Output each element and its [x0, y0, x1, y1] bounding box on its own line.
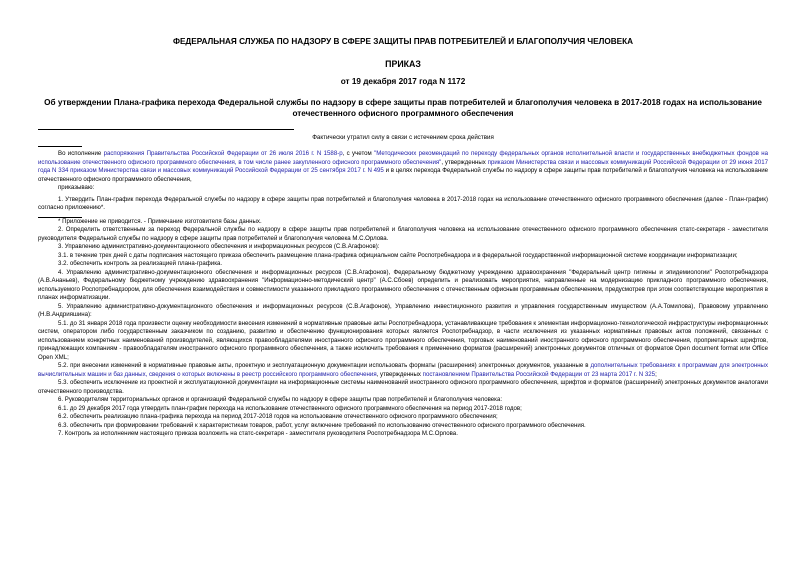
item-1: 1. Утвердить План-график перехода Федеральной службы по надзору в сфере защиты прав потребителей и благополучия человека в 2017-2018 годах на использование отечественного офисного программного обеспечения (далее - План-график) согласно приложению*. — [38, 195, 768, 211]
item-7: 7. Контроль за исполнением настоящего приказа возложить на статс-секретаря - заместителя руководителя Роспотребнадзора М.С.Орлова. — [58, 430, 458, 437]
item-3-2: 3.2. обеспечить контроль за реализацией плана-графика. — [58, 260, 223, 267]
item-5-1: 5.1. до 31 января 2018 года произвести оценку необходимости внесения изменений в нормативные правовые акты Роспотребнадзора, устанавливающие требования к элементам информационно-технологической инфраструктуры информационных систем, оператором либо государственным заказчиком по созданию, развитию и обеспечению функционирования которых является Роспотребнадзор, в части исключения из указанных нормативных правовых актов положений, связанных с использованием конкретных наименований производителей, являющихся правообладателями иностранного офисного программного обеспечения, торговых наименований иностранного офисного программного обеспечения, проприетарных шрифтов, принадлежащих компаниям - правообладателям иностранного офисного программного обеспечения, а также исключить требования к применению форматов (расширений) электронных документов отличных от форматов Open document format или Office Open XML; — [38, 319, 768, 361]
link-methodical-recommendations[interactable]: "Методических рекомендаций по переходу федеральных органов исполнительной власти и государственных внебюджетных фондов на использование отечественного офисного программного обеспечения, в том числе ранее закупленного офисного программного обеспечения" — [38, 150, 768, 166]
divider — [38, 146, 82, 147]
divider — [38, 129, 294, 130]
link-order-334[interactable]: приказом Министерства связи и массовых коммуникаций Российской Федерации от 29 июня 2017 года N 334 — [38, 158, 768, 174]
link-resolution-325[interactable]: постановлением Правительства Российской Федерации от 23 марта 2017 г. N 325 — [422, 370, 656, 378]
item-6: 6. Руководителям территориальных органов и организаций Федеральной службы по надзору в сфере защиты прав потребителей и благополучия человека: — [58, 396, 503, 403]
document-date-number: от 19 декабря 2017 года N 1172 — [340, 77, 466, 86]
agency-name: ФЕДЕРАЛЬНАЯ СЛУЖБА ПО НАДЗОРУ В СФЕРЕ ЗАЩИТЫ ПРАВ ПОТРЕБИТЕЛЕЙ И БЛАГОПОЛУЧИЯ ЧЕЛОВЕКА — [172, 37, 634, 46]
order-word: приказываю: — [58, 184, 95, 191]
item-text: , утвержденных — [376, 370, 423, 378]
status-note: Фактически утратил силу в связи с истечением срока действия — [312, 134, 494, 141]
document-title: Об утверждении Плана-графика перехода Федеральной службы по надзору в сфере защиты прав потребителей и благополучия человека в 2017-2018 годах на использование отечественного офисного программного обеспечения — [44, 98, 762, 118]
intro-text: и в целях перехода Федеральной службы по надзору в сфере защиты прав потребителей и благополучия человека на использование отечественного офисного программного обеспечения, — [38, 167, 768, 183]
item-6-3: 6.3. обеспечить при формировании требований к характеристикам товаров, работ, услуг включение требований по использованию отечественного офисного программного обеспечения. — [58, 421, 586, 429]
item-5-3: 5.3. обеспечить исключение из проектной и эксплуатационной документации на информационные системы наименований иностранного офисного программного обеспечения, шрифтов и форматов (расширений) электронных документов аналогами отечественного производства. — [38, 379, 768, 395]
item-4: 4. Управлению административно-документационного обеспечения и информационных ресурсов (С.В.Агафонов), Федеральному бюджетному учреждению здравоохранения "Федеральный центр гигиены и эпидемиологии" Роспотребнадзора (А.В.Ананьев), Федеральному бюджетному учреждению здравоохранения "Информационно-методический центр" (А.С.Сбоев) определить и реализовать мероприятия, направленные на модернизацию прикладного программного обеспечения, используемого Роспотребнадзором, для обеспечения взаимодействия и совместимости указанного прикладного программного обеспечения с отечественным офисным программным обеспечением, предусмотрев при этом соответствующие мероприятия в планах информатизации. — [38, 268, 768, 301]
item-6-2: 6.2. обеспечить реализацию плана-графика перехода на период 2017-2018 годов на использование отечественного офисного программного обеспечения; — [58, 413, 498, 420]
item-text: ; — [655, 370, 657, 378]
item-3: 3. Управлению административно-документационного обеспечения и информационных ресурсов (С.В.Агафонов): — [58, 243, 380, 250]
intro-paragraph — [38, 150, 768, 184]
footnote: * Приложение не приводится. - Примечание изготовителя базы данных. — [58, 217, 262, 225]
link-government-order[interactable]: распоряжения Правительства Российской Федерации от 26 июля 2016 г. N 1588-р — [103, 150, 343, 157]
item-2: 2. Определить ответственным за переход Федеральной службы по надзору в сфере защиты прав потребителей и благополучия человека на использование отечественного офисного программного обеспечения статс-секретаря - заместителя руководителя Федеральной службы по надзору в сфере защиты прав потребителей и благополучия человека М.С.Орлова. — [38, 226, 768, 242]
item-3-1: 3.1. в течение трех дней с даты подписания настоящего приказа обеспечить размещение плана-графика официальном сайте Роспотребнадзора и в федеральной государственной информационной системе координации информатизации; — [58, 251, 738, 259]
item-5-2 — [38, 362, 768, 379]
link-order-495[interactable]: приказом Министерства связи и массовых коммуникаций Российской Федерации от 25 сентября 2017 г. N 495 — [70, 167, 384, 174]
link-additional-requirements[interactable]: дополнительных требованиях к программам для электронных вычислительных машин и баз данных, сведения о которых включены в реестр российского программного обеспечения — [38, 362, 768, 378]
item-5: 5. Управлению административно-документационного обеспечения и информационных ресурсов (С.В.Агафонов), Управлению инвестиционного развития и управления государственным имуществом (А.А.Томилова), Правовому управлению (Н.В.Андрияшина): — [38, 302, 768, 318]
document-type: ПРИКАЗ — [385, 59, 421, 69]
intro-text: , утвержденных — [441, 158, 488, 166]
document-page — [38, 30, 768, 439]
item-text: 5.2. при внесении изменений в нормативные правовые акты, проектную и эксплуатационную документации использовать форматы (расширения) электронных документов, указанные в — [58, 362, 591, 369]
item-6-1: 6.1. до 29 декабря 2017 года утвердить план-график перехода на использование отечественного офисного программного обеспечения на период 2017-2018 годов; — [58, 404, 522, 412]
intro-text: Во исполнение — [58, 150, 104, 157]
intro-text: , с учетом — [342, 150, 375, 157]
